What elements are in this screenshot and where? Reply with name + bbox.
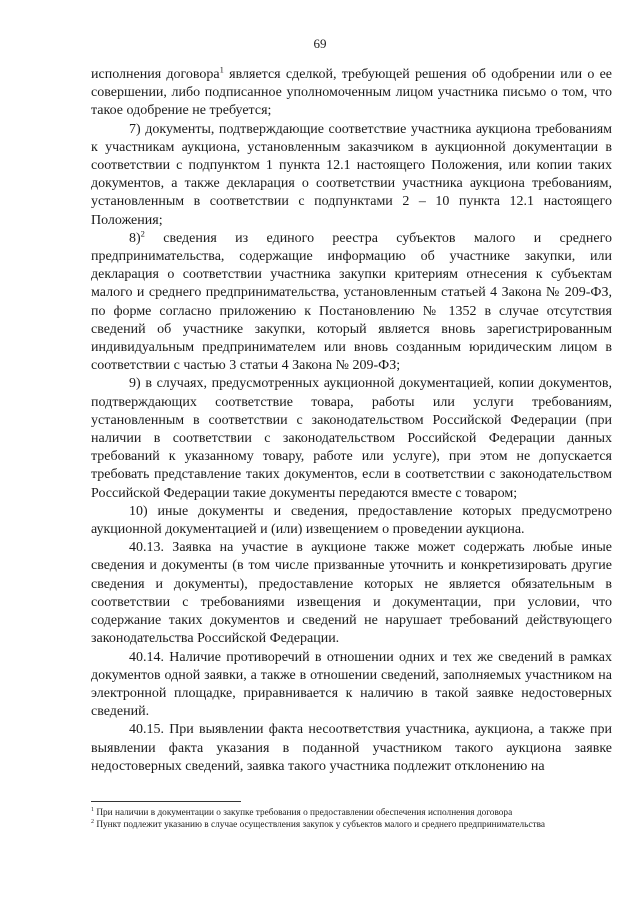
paragraph-40-14 (91, 649, 612, 722)
footnote-ref-2: 2 (140, 228, 145, 239)
paragraph-text: 8) (129, 230, 141, 246)
document-body (91, 66, 612, 776)
paragraph-item-7 (91, 121, 612, 230)
paragraph-text-continued: сведения из единого реестра субъектов малого и среднего предпринимательства, содержащие информацию об участнике закупки, или декларация о соответствии участника закупки критериям отнесения к субъектам малого и среднего предпринимательства, установленным статьей 4 Закона № 209-ФЗ, по форме согласно приложению к Постановлению № 1352 в случае отсутствия сведений об участнике закупки, который является вновь зарегистрированным индивидуальным предпринимателем или вновь созданным юридическим лицом в соответствии с частью 3 статьи 4 Закона № 209-ФЗ; (91, 230, 612, 374)
paragraph-text: 7) документы, подтверждающие соответствие участника аукциона требованиям к участникам аукциона, установленным заказчиком в аукционной документации в соответствии с подпунктом 1 пункта 12.1 настоящего Положения, или копии таких документов, а также декларация о соответствии участника аукциона требованиям, установленным в соответствии с подпунктами 2 – 10 пункта 12.1 настоящего Положения; (91, 121, 612, 228)
footnote-1 (91, 808, 612, 820)
paragraph-40-13 (91, 539, 612, 648)
paragraph-item-9 (91, 375, 612, 502)
footnote-separator (91, 801, 241, 802)
paragraph-text: 40.13. Заявка на участие в аукционе также может содержать любые иные сведения и документы (в том числе призванные уточнить и конкретизировать другие сведения и документы), предоставление которых не является обязательным в соответствии с требованиями извещения и документации, при условии, что содержание таких документов и сведений не нарушает требований действующего законодательства Российской Федерации. (91, 540, 612, 647)
footnotes (91, 808, 612, 831)
footnote-ref-1: 1 (219, 64, 224, 75)
paragraph-item-10 (91, 503, 612, 539)
footnote-mark-2: 2 (91, 818, 94, 825)
paragraph-40-15 (91, 721, 612, 776)
footnote-2 (91, 820, 612, 832)
paragraph-text: 9) в случаях, предусмотренных аукционной документацией, копии документов, подтверждающих соответствие товара, работы или услуги требованиям, установленным в соответствии с законодательством Российской Федерации (при наличии в соответствии с законодательством Российской Федерации данных требований к указанному товару, работе или услуге), при этом не допускается требовать представление таких документов, если в соответствии с законодательством Российской Федерации такие документы передаются вместе с товаром; (91, 376, 612, 501)
page-number: 69 (313, 36, 327, 51)
paragraph-text-continued: является сделкой, требующей решения об одобрении или о ее совершении, либо подписанное уполномоченным лицом участника письмо о том, что такое одобрение не требуется; (91, 67, 613, 119)
footnote-text: При наличии в документации о закупке требования о предоставлении обеспечения исполнения договора (94, 808, 513, 818)
paragraph-item-8 (91, 230, 612, 376)
footnote-mark-1: 1 (91, 806, 94, 813)
paragraph-contract-approval (91, 66, 612, 121)
paragraph-text: исполнения договора (91, 67, 220, 82)
footnote-text: Пункт подлежит указанию в случае осуществления закупок у субъектов малого и среднего предпринимательства (94, 819, 545, 830)
paragraph-text: 40.15. При выявлении факта несоответствия участника, аукциона, а также при выявлении факта указания в поданной участником такого аукциона заявке недостоверных сведений, заявка такого участника подлежит отклонению на (91, 722, 612, 774)
paragraph-text: 10) иные документы и сведения, предоставление которых предусмотрено аукционной документацией и (или) извещением о проведении аукциона. (91, 503, 612, 538)
paragraph-text: 40.14. Наличие противоречий в отношении одних и тех же сведений в рамках документов одной заявки, а также в отношении сведений, заполняемых участником на электронной площадке, приравнивается к наличию в такой заявке недостоверных сведений. (91, 649, 612, 720)
